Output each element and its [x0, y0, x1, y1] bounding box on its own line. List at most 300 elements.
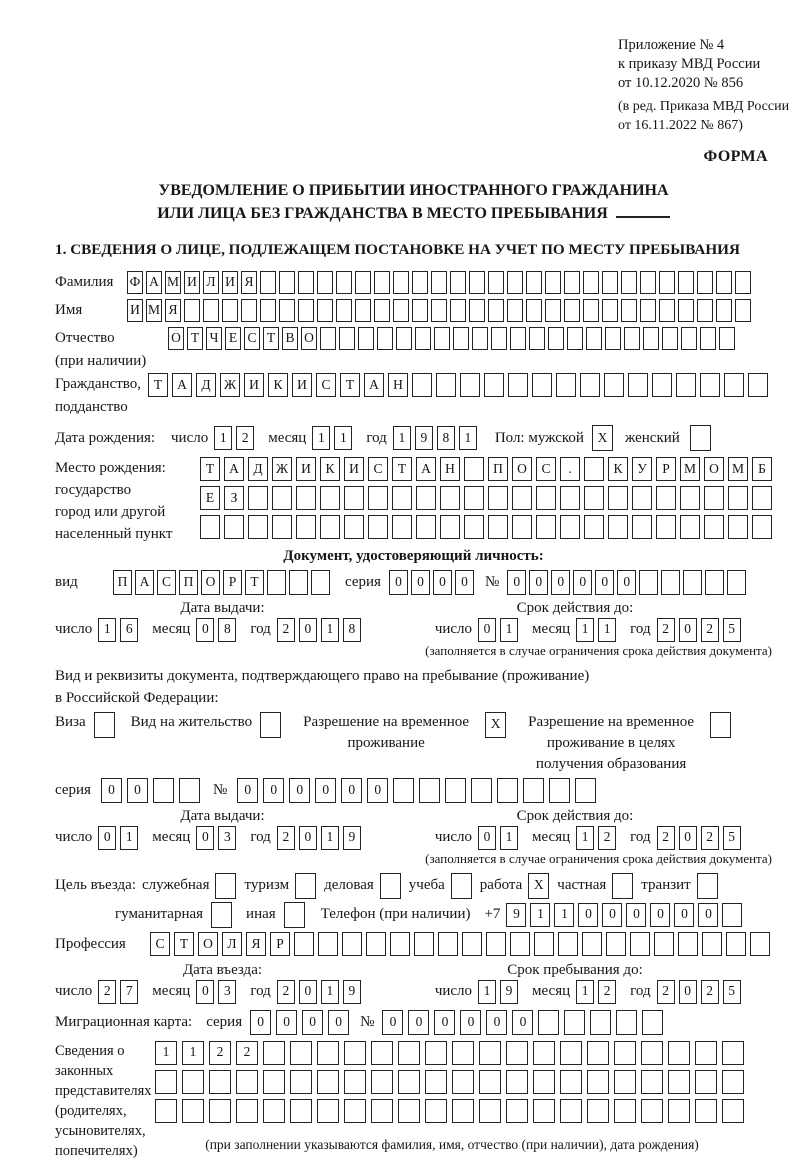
char-box-filled[interactable]: О [512, 457, 532, 481]
char-box-filled[interactable]: Н [388, 373, 408, 397]
char-box-filled[interactable]: Б [752, 457, 772, 481]
given-name-boxes[interactable] [127, 299, 754, 322]
char-box-empty[interactable] [294, 932, 314, 956]
char-box-filled[interactable]: У [632, 457, 652, 481]
char-box-empty[interactable] [534, 932, 554, 956]
char-box-empty[interactable] [507, 271, 523, 294]
char-box-empty[interactable] [472, 327, 488, 350]
char-box-empty[interactable] [486, 932, 506, 956]
birth-place-boxes-row3[interactable] [200, 515, 776, 539]
char-box-empty[interactable] [704, 486, 724, 510]
char-box-empty[interactable] [155, 1099, 177, 1123]
char-box-filled[interactable]: 1 [321, 826, 339, 850]
char-box-empty[interactable] [224, 515, 244, 539]
purpose-transit-checkbox[interactable] [697, 873, 718, 899]
char-box-empty[interactable] [380, 873, 401, 899]
residence-valid-month-boxes[interactable] [576, 826, 620, 850]
surname-boxes[interactable] [127, 271, 754, 294]
birth-month-boxes[interactable] [312, 426, 356, 450]
char-box-empty[interactable] [507, 299, 523, 322]
char-box-filled[interactable]: 0 [433, 570, 452, 595]
representatives-boxes-row3[interactable] [155, 1099, 749, 1123]
char-box-empty[interactable] [752, 515, 772, 539]
char-box-empty[interactable] [497, 778, 518, 803]
char-box-empty[interactable] [320, 515, 340, 539]
char-box-empty[interactable] [452, 1041, 474, 1065]
char-box-empty[interactable] [722, 903, 742, 927]
char-box-filled[interactable]: X [528, 873, 549, 899]
char-box-empty[interactable] [604, 373, 624, 397]
char-box-filled[interactable]: 0 [679, 980, 697, 1004]
char-box-filled[interactable]: 5 [723, 618, 741, 642]
char-box-filled[interactable]: 1 [214, 426, 232, 450]
char-box-filled[interactable]: 9 [415, 426, 433, 450]
char-box-filled[interactable]: 1 [120, 826, 138, 850]
char-box-filled[interactable]: О [168, 327, 184, 350]
char-box-empty[interactable] [392, 486, 412, 510]
char-box-filled[interactable]: 0 [389, 570, 408, 595]
char-box-filled[interactable]: 2 [236, 426, 254, 450]
char-box-empty[interactable] [469, 271, 485, 294]
char-box-empty[interactable] [153, 778, 174, 803]
char-box-filled[interactable]: И [222, 271, 238, 294]
char-box-empty[interactable] [606, 932, 626, 956]
char-box-empty[interactable] [317, 1041, 339, 1065]
char-box-filled[interactable]: 0 [411, 570, 430, 595]
char-box-filled[interactable]: М [680, 457, 700, 481]
visa-checkbox[interactable] [94, 712, 115, 738]
char-box-filled[interactable]: 2 [236, 1041, 258, 1065]
identity-valid-month-boxes[interactable] [576, 618, 620, 642]
char-box-empty[interactable] [396, 327, 412, 350]
identity-issue-month-boxes[interactable] [196, 618, 240, 642]
char-box-empty[interactable] [641, 1099, 663, 1123]
char-box-filled[interactable]: 1 [576, 980, 594, 1004]
char-box-empty[interactable] [587, 1041, 609, 1065]
char-box-empty[interactable] [412, 271, 428, 294]
char-box-empty[interactable] [529, 327, 545, 350]
char-box-filled[interactable]: З [224, 486, 244, 510]
char-box-filled[interactable]: 0 [263, 778, 284, 803]
char-box-empty[interactable] [318, 932, 338, 956]
char-box-empty[interactable] [355, 271, 371, 294]
representatives-boxes-row2[interactable] [155, 1070, 749, 1094]
char-box-empty[interactable] [750, 932, 770, 956]
char-box-empty[interactable] [464, 486, 484, 510]
char-box-filled[interactable]: 0 [455, 570, 474, 595]
char-box-empty[interactable] [656, 486, 676, 510]
char-box-empty[interactable] [560, 486, 580, 510]
char-box-filled[interactable]: 9 [343, 980, 361, 1004]
char-box-empty[interactable] [342, 932, 362, 956]
stay-day-boxes[interactable] [478, 980, 522, 1004]
char-box-empty[interactable] [602, 271, 618, 294]
char-box-filled[interactable]: 1 [393, 426, 411, 450]
entry-day-boxes[interactable] [98, 980, 142, 1004]
char-box-empty[interactable] [279, 271, 295, 294]
char-box-filled[interactable]: 0 [127, 778, 148, 803]
char-box-empty[interactable] [371, 1041, 393, 1065]
char-box-empty[interactable] [317, 1099, 339, 1123]
char-box-filled[interactable]: 0 [460, 1010, 481, 1035]
char-box-empty[interactable] [710, 712, 731, 738]
char-box-empty[interactable] [440, 515, 460, 539]
char-box-empty[interactable] [182, 1099, 204, 1123]
char-box-empty[interactable] [526, 271, 542, 294]
char-box-filled[interactable]: 0 [408, 1010, 429, 1035]
char-box-filled[interactable]: Я [165, 299, 181, 322]
residence-issue-day-boxes[interactable] [98, 826, 142, 850]
migration-number-boxes[interactable] [382, 1010, 668, 1035]
char-box-filled[interactable]: 1 [554, 903, 574, 927]
char-box-empty[interactable] [371, 1070, 393, 1094]
char-box-empty[interactable] [260, 299, 276, 322]
char-box-empty[interactable] [344, 1099, 366, 1123]
char-box-empty[interactable] [523, 778, 544, 803]
char-box-filled[interactable]: И [184, 271, 200, 294]
identity-issue-year-boxes[interactable] [277, 618, 365, 642]
char-box-empty[interactable] [584, 457, 604, 481]
char-box-filled[interactable]: И [344, 457, 364, 481]
char-box-empty[interactable] [735, 271, 751, 294]
char-box-empty[interactable] [548, 327, 564, 350]
identity-valid-year-boxes[interactable] [657, 618, 745, 642]
char-box-filled[interactable]: 0 [486, 1010, 507, 1035]
char-box-empty[interactable] [668, 1041, 690, 1065]
char-box-empty[interactable] [506, 1099, 528, 1123]
char-box-filled[interactable]: Ф [127, 271, 143, 294]
char-box-empty[interactable] [317, 271, 333, 294]
stay-year-boxes[interactable] [657, 980, 745, 1004]
char-box-filled[interactable]: 2 [701, 980, 719, 1004]
char-box-empty[interactable] [298, 299, 314, 322]
residence-number-boxes[interactable] [237, 778, 601, 803]
residence-series-boxes[interactable] [101, 778, 205, 803]
char-box-empty[interactable] [695, 1099, 717, 1123]
char-box-filled[interactable]: 1 [312, 426, 330, 450]
char-box-filled[interactable]: Н [440, 457, 460, 481]
char-box-empty[interactable] [377, 327, 393, 350]
char-box-empty[interactable] [155, 1070, 177, 1094]
char-box-empty[interactable] [705, 570, 724, 595]
char-box-empty[interactable] [355, 299, 371, 322]
char-box-empty[interactable] [267, 570, 286, 595]
char-box-filled[interactable]: М [165, 271, 181, 294]
char-box-empty[interactable] [608, 515, 628, 539]
char-box-empty[interactable] [295, 873, 316, 899]
char-box-filled[interactable]: 0 [679, 826, 697, 850]
char-box-empty[interactable] [508, 373, 528, 397]
char-box-filled[interactable]: 0 [302, 1010, 323, 1035]
char-box-empty[interactable] [702, 932, 722, 956]
char-box-empty[interactable] [488, 271, 504, 294]
char-box-empty[interactable] [564, 1010, 585, 1035]
char-box-empty[interactable] [374, 299, 390, 322]
char-box-empty[interactable] [727, 570, 746, 595]
char-box-empty[interactable] [697, 873, 718, 899]
char-box-empty[interactable] [371, 1099, 393, 1123]
char-box-empty[interactable] [431, 299, 447, 322]
char-box-filled[interactable]: Т [148, 373, 168, 397]
char-box-empty[interactable] [284, 902, 305, 928]
char-box-empty[interactable] [488, 299, 504, 322]
char-box-filled[interactable]: 1 [530, 903, 550, 927]
char-box-filled[interactable]: . [560, 457, 580, 481]
char-box-empty[interactable] [752, 486, 772, 510]
purpose-official-checkbox[interactable] [215, 873, 236, 899]
char-box-filled[interactable]: 0 [289, 778, 310, 803]
char-box-empty[interactable] [344, 1041, 366, 1065]
char-box-empty[interactable] [393, 778, 414, 803]
temp-residence-checkbox[interactable] [485, 712, 506, 738]
char-box-empty[interactable] [724, 373, 744, 397]
sex-female-checkbox[interactable] [690, 425, 711, 451]
char-box-empty[interactable] [290, 1041, 312, 1065]
char-box-empty[interactable] [661, 570, 680, 595]
char-box-empty[interactable] [567, 327, 583, 350]
char-box-empty[interactable] [726, 932, 746, 956]
char-box-filled[interactable]: 0 [698, 903, 718, 927]
char-box-empty[interactable] [412, 373, 432, 397]
char-box-filled[interactable]: О [301, 327, 317, 350]
char-box-empty[interactable] [580, 373, 600, 397]
char-box-empty[interactable] [320, 327, 336, 350]
identity-valid-day-boxes[interactable] [478, 618, 522, 642]
char-box-filled[interactable]: 0 [512, 1010, 533, 1035]
char-box-filled[interactable]: 2 [98, 980, 116, 1004]
char-box-filled[interactable]: 0 [595, 570, 614, 595]
representatives-boxes-row1[interactable] [155, 1041, 749, 1065]
char-box-empty[interactable] [182, 1070, 204, 1094]
char-box-filled[interactable]: 0 [196, 826, 214, 850]
char-box-filled[interactable]: 0 [478, 618, 496, 642]
char-box-empty[interactable] [236, 1099, 258, 1123]
char-box-empty[interactable] [560, 1041, 582, 1065]
char-box-empty[interactable] [564, 271, 580, 294]
char-box-filled[interactable]: Т [263, 327, 279, 350]
stay-month-boxes[interactable] [576, 980, 620, 1004]
char-box-empty[interactable] [344, 1070, 366, 1094]
char-box-filled[interactable]: 0 [341, 778, 362, 803]
char-box-filled[interactable]: С [368, 457, 388, 481]
char-box-empty[interactable] [488, 515, 508, 539]
migration-series-boxes[interactable] [250, 1010, 354, 1035]
char-box-empty[interactable] [368, 486, 388, 510]
char-box-empty[interactable] [676, 373, 696, 397]
char-box-empty[interactable] [680, 515, 700, 539]
char-box-empty[interactable] [296, 515, 316, 539]
char-box-filled[interactable]: 9 [343, 826, 361, 850]
char-box-filled[interactable]: Р [270, 932, 290, 956]
char-box-filled[interactable]: 1 [321, 980, 339, 1004]
char-box-empty[interactable] [440, 486, 460, 510]
sex-male-checkbox[interactable] [592, 425, 613, 451]
char-box-empty[interactable] [248, 486, 268, 510]
title-blank-line[interactable] [616, 215, 670, 218]
char-box-filled[interactable]: А [172, 373, 192, 397]
residence-issue-month-boxes[interactable] [196, 826, 240, 850]
char-box-filled[interactable]: 0 [101, 778, 122, 803]
char-box-empty[interactable] [336, 299, 352, 322]
birth-place-boxes-row2[interactable] [200, 486, 776, 510]
char-box-empty[interactable] [464, 457, 484, 481]
char-box-filled[interactable]: 5 [723, 980, 741, 1004]
birth-day-boxes[interactable] [214, 426, 258, 450]
char-box-filled[interactable]: И [296, 457, 316, 481]
doc-kind-boxes[interactable] [113, 570, 333, 595]
char-box-empty[interactable] [632, 486, 652, 510]
char-box-empty[interactable] [479, 1041, 501, 1065]
char-box-empty[interactable] [416, 486, 436, 510]
char-box-filled[interactable]: 1 [500, 618, 518, 642]
char-box-empty[interactable] [697, 271, 713, 294]
char-box-empty[interactable] [450, 299, 466, 322]
char-box-empty[interactable] [263, 1041, 285, 1065]
char-box-filled[interactable]: Е [200, 486, 220, 510]
char-box-filled[interactable]: А [364, 373, 384, 397]
char-box-filled[interactable]: Р [656, 457, 676, 481]
char-box-empty[interactable] [452, 1070, 474, 1094]
char-box-filled[interactable]: 0 [367, 778, 388, 803]
char-box-empty[interactable] [545, 299, 561, 322]
char-box-filled[interactable]: 0 [674, 903, 694, 927]
char-box-empty[interactable] [298, 271, 314, 294]
char-box-empty[interactable] [538, 1010, 559, 1035]
char-box-empty[interactable] [94, 712, 115, 738]
char-box-empty[interactable] [654, 932, 674, 956]
char-box-empty[interactable] [415, 327, 431, 350]
char-box-empty[interactable] [678, 271, 694, 294]
char-box-filled[interactable]: 3 [218, 980, 236, 1004]
char-box-filled[interactable]: Т [245, 570, 264, 595]
char-box-empty[interactable] [344, 486, 364, 510]
char-box-empty[interactable] [263, 1070, 285, 1094]
char-box-empty[interactable] [211, 902, 232, 928]
char-box-filled[interactable]: 0 [299, 826, 317, 850]
char-box-empty[interactable] [728, 515, 748, 539]
char-box-filled[interactable]: И [292, 373, 312, 397]
identity-number-boxes[interactable] [507, 570, 749, 595]
char-box-empty[interactable] [425, 1099, 447, 1123]
char-box-empty[interactable] [612, 873, 633, 899]
char-box-empty[interactable] [412, 299, 428, 322]
char-box-empty[interactable] [536, 486, 556, 510]
char-box-empty[interactable] [583, 299, 599, 322]
char-box-empty[interactable] [583, 271, 599, 294]
char-box-filled[interactable]: 6 [120, 618, 138, 642]
char-box-empty[interactable] [536, 515, 556, 539]
char-box-empty[interactable] [640, 299, 656, 322]
char-box-filled[interactable]: О [198, 932, 218, 956]
char-box-empty[interactable] [491, 327, 507, 350]
char-box-empty[interactable] [586, 327, 602, 350]
char-box-empty[interactable] [590, 1010, 611, 1035]
char-box-filled[interactable]: 8 [343, 618, 361, 642]
char-box-filled[interactable]: 0 [529, 570, 548, 595]
char-box-filled[interactable]: К [320, 457, 340, 481]
char-box-filled[interactable]: 9 [500, 980, 518, 1004]
char-box-empty[interactable] [416, 515, 436, 539]
char-box-filled[interactable]: 2 [657, 980, 675, 1004]
char-box-empty[interactable] [716, 299, 732, 322]
char-box-empty[interactable] [526, 299, 542, 322]
char-box-filled[interactable]: 1 [576, 618, 594, 642]
char-box-empty[interactable] [336, 271, 352, 294]
char-box-filled[interactable]: М [146, 299, 162, 322]
char-box-empty[interactable] [479, 1070, 501, 1094]
char-box-empty[interactable] [419, 778, 440, 803]
char-box-filled[interactable]: Д [196, 373, 216, 397]
char-box-filled[interactable]: 8 [437, 426, 455, 450]
char-box-empty[interactable] [215, 873, 236, 899]
char-box-empty[interactable] [602, 299, 618, 322]
char-box-filled[interactable]: 1 [598, 618, 616, 642]
char-box-empty[interactable] [263, 1099, 285, 1123]
char-box-filled[interactable]: 0 [573, 570, 592, 595]
char-box-empty[interactable] [510, 327, 526, 350]
birth-year-boxes[interactable] [393, 426, 481, 450]
char-box-filled[interactable]: 0 [382, 1010, 403, 1035]
char-box-filled[interactable]: 0 [196, 980, 214, 1004]
char-box-empty[interactable] [656, 515, 676, 539]
char-box-filled[interactable]: 0 [299, 980, 317, 1004]
purpose-tourism-checkbox[interactable] [295, 873, 316, 899]
char-box-empty[interactable] [549, 778, 570, 803]
char-box-empty[interactable] [716, 271, 732, 294]
char-box-filled[interactable]: X [485, 712, 506, 738]
char-box-empty[interactable] [344, 515, 364, 539]
char-box-empty[interactable] [616, 1010, 637, 1035]
char-box-empty[interactable] [311, 570, 330, 595]
purpose-other-checkbox[interactable] [284, 902, 305, 928]
char-box-filled[interactable]: 1 [459, 426, 477, 450]
char-box-filled[interactable]: 0 [315, 778, 336, 803]
char-box-filled[interactable]: 1 [500, 826, 518, 850]
char-box-empty[interactable] [642, 1010, 663, 1035]
char-box-empty[interactable] [272, 486, 292, 510]
char-box-empty[interactable] [484, 373, 504, 397]
char-box-filled[interactable]: С [150, 932, 170, 956]
residence-permit-checkbox[interactable] [260, 712, 281, 738]
char-box-empty[interactable] [339, 327, 355, 350]
char-box-filled[interactable]: 2 [598, 826, 616, 850]
char-box-empty[interactable] [614, 1041, 636, 1065]
char-box-empty[interactable] [450, 271, 466, 294]
purpose-work-checkbox[interactable] [528, 873, 549, 899]
char-box-empty[interactable] [683, 570, 702, 595]
char-box-empty[interactable] [735, 299, 751, 322]
phone-boxes[interactable] [506, 903, 746, 927]
char-box-empty[interactable] [641, 1070, 663, 1094]
citizenship-boxes[interactable] [148, 373, 772, 397]
char-box-filled[interactable]: 3 [218, 826, 236, 850]
char-box-empty[interactable] [469, 299, 485, 322]
char-box-filled[interactable]: 8 [218, 618, 236, 642]
char-box-empty[interactable] [582, 932, 602, 956]
char-box-empty[interactable] [560, 1099, 582, 1123]
entry-year-boxes[interactable] [277, 980, 365, 1004]
char-box-filled[interactable]: К [608, 457, 628, 481]
char-box-empty[interactable] [639, 570, 658, 595]
char-box-filled[interactable]: 0 [434, 1010, 455, 1035]
char-box-filled[interactable]: 0 [478, 826, 496, 850]
char-box-filled[interactable]: 2 [277, 980, 295, 1004]
char-box-filled[interactable]: 5 [723, 826, 741, 850]
char-box-empty[interactable] [436, 373, 456, 397]
char-box-empty[interactable] [532, 373, 552, 397]
identity-issue-day-boxes[interactable] [98, 618, 142, 642]
char-box-filled[interactable]: 0 [507, 570, 526, 595]
